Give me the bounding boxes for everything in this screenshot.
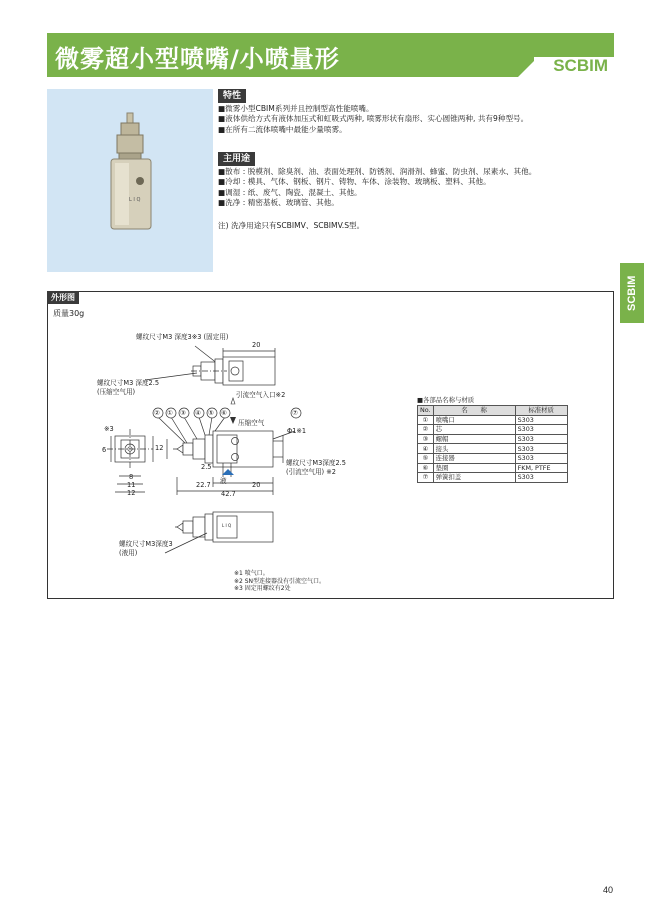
use-line: ■散布 : 脱模剂、除臭剂、油、表面处理剂、防锈剂、润滑剂、蜂蜜、防虫剂、尿素水、其他。: [218, 167, 537, 176]
nozzle-photo-icon: [47, 89, 213, 272]
header-material: 标准材质: [515, 406, 567, 416]
part-name: 螺帽: [433, 434, 515, 444]
feature-line: ■在所有二流体喷嘴中最能少量喷雾。: [218, 124, 347, 134]
dim-8: 8: [129, 473, 134, 481]
uses-note: 注) 洗净用途只有SCBⅠMV、SCBⅠMV.S型。: [218, 221, 365, 230]
part-no: ⑦: [418, 473, 434, 483]
balloon-7: ⑦: [292, 409, 298, 417]
use-line: ■调湿 : 纸、废气、陶瓷、混凝土、其他。: [218, 187, 362, 197]
label-thread-liquid-2: (液用): [119, 549, 138, 557]
svg-text:L I Q: L I Q: [129, 197, 141, 203]
title-bar: [47, 33, 614, 77]
dim-12-horizontal: 12: [127, 489, 136, 497]
balloon-2: ②: [154, 409, 160, 417]
uses-heading: 主用途: [218, 152, 255, 166]
dim-2-5: 2.5: [201, 463, 212, 471]
dim-11: 11: [127, 481, 136, 489]
part-no: ②: [418, 425, 434, 435]
part-material: S303: [515, 444, 567, 454]
footnote: ※1 喷气口。: [234, 570, 269, 577]
table-row: [418, 415, 568, 425]
label-thread-pilot-1: 螺纹尺寸M3深度2.5: [286, 459, 346, 467]
label-thread-air-2: (压缩空气用): [97, 388, 136, 396]
part-name: 弹簧扣盖: [433, 473, 515, 483]
dim-top-20: 20: [252, 341, 261, 349]
dim-6: 6: [102, 446, 107, 454]
label-thread-liquid-1: 螺纹尺寸M3深度3: [119, 540, 173, 548]
part-name: 接头: [433, 444, 515, 454]
balloon-6: ⑥: [221, 409, 227, 417]
part-name: 喷嘴口: [433, 415, 515, 425]
dim-42-7: 42.7: [221, 490, 236, 498]
part-no: ①: [418, 415, 434, 425]
table-row: [418, 434, 568, 444]
label-comp-air: 压缩空气: [238, 419, 265, 427]
product-photo: [47, 89, 213, 272]
header-name: 名 称: [433, 406, 515, 416]
part-name: 连接器: [433, 453, 515, 463]
label-liquid: 液: [220, 477, 227, 485]
footnote: ※3 固定用螺纹有2处: [234, 585, 291, 593]
pilot-arrow-icon: [231, 398, 235, 404]
label-thread-pilot-2: (引流空气用) ※2: [286, 468, 336, 476]
use-line: ■洗净 : 精密基板、玻璃管、其他。: [218, 198, 339, 208]
part-material: FKM, PTFE: [515, 463, 567, 473]
part-no: ⑥: [418, 463, 434, 473]
table-row: [418, 453, 568, 463]
table-row: [418, 444, 568, 454]
part-no: ④: [418, 444, 434, 454]
balloon-3: ③: [180, 409, 186, 417]
page-title: 微雾超小型喷嘴/小喷量形: [55, 45, 340, 73]
parts-table: [417, 405, 568, 483]
feature-line: ■微雾小型CBⅠM系列并且控制型高性能喷嘴。: [218, 104, 374, 113]
footnotes: [234, 570, 325, 593]
table-row: [418, 425, 568, 435]
feature-line: ■液体供给方式有液体加压式和虹吸式两种, 喷雾形状有扇形、实心圆锥两种, 共有9种型号。: [218, 114, 529, 124]
label-thread-fix: 螺纹尺寸M3 深度3※3 (固定用): [136, 333, 229, 341]
table-row: [418, 473, 568, 483]
model-code: SCBIM: [553, 56, 608, 75]
label-pilot-port: 引流空气入口※2: [236, 391, 286, 399]
weight-text: 质量30g: [53, 309, 85, 318]
balloon-1: ①: [167, 409, 173, 417]
part-material: S303: [515, 453, 567, 463]
outline-heading: 外形图: [47, 291, 79, 304]
part-material: S303: [515, 473, 567, 483]
label-thread-air-1: 螺纹尺寸M3 深度2.5: [97, 379, 160, 387]
balloon-4: ④: [195, 409, 201, 417]
use-line: ■冷却 : 模具、气体、钢板、钢片、铸物、车体、涂装物、玻璃板、塑料、其他。: [218, 177, 491, 187]
features-text: [218, 104, 528, 135]
dim-12-vertical: 12: [155, 444, 164, 452]
dim-22-7: 22.7: [196, 481, 211, 489]
part-no: ③: [418, 434, 434, 444]
dim-20: 20: [252, 481, 261, 489]
table-row: [418, 463, 568, 473]
features-heading: 特性: [218, 89, 246, 103]
header-no: No.: [418, 406, 434, 416]
uses-text: [218, 167, 536, 209]
footnote: ※2 SN型连接器没有引流空气口。: [234, 577, 326, 585]
body-mark: L I Q: [222, 523, 232, 528]
parts-header-row: [418, 406, 568, 416]
parts-title: ■各部品名称与材质: [417, 396, 475, 404]
side-tab: [620, 263, 644, 323]
part-material: S303: [515, 425, 567, 435]
part-material: S303: [515, 415, 567, 425]
balloon-5: ⑤: [208, 409, 214, 417]
part-material: S303: [515, 434, 567, 444]
air-arrow-icon: [230, 417, 236, 424]
label-phi: Φ1※1: [287, 427, 307, 435]
page-number: 40: [603, 885, 614, 895]
side-tab-label: SCBIM: [626, 275, 638, 311]
label-mark3: ※3: [104, 425, 114, 433]
liquid-arrow-icon: [222, 469, 234, 475]
part-name: 垫圈: [433, 463, 515, 473]
part-no: ⑤: [418, 453, 434, 463]
part-name: 芯: [433, 425, 515, 435]
